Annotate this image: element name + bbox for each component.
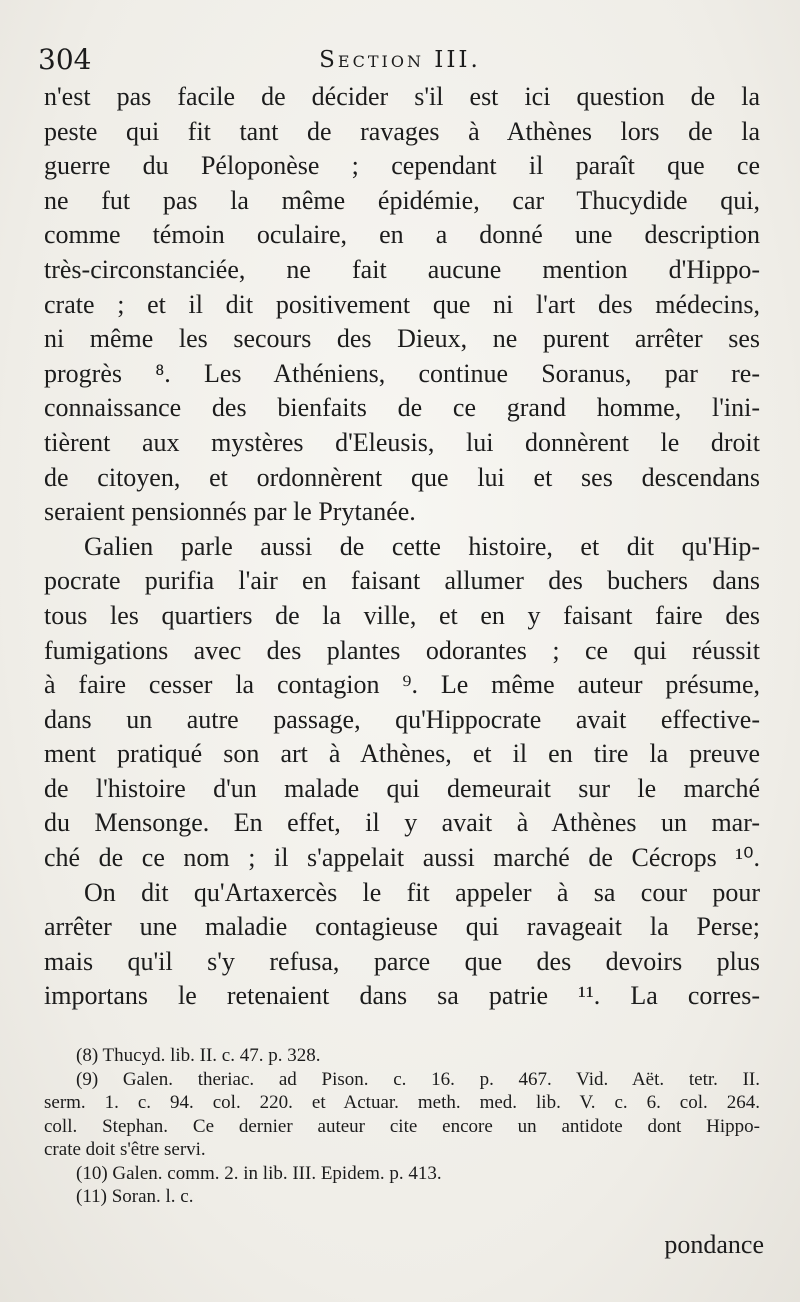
- footnote: crate doit s'être servi.: [44, 1139, 206, 1160]
- text-line: importans le retenaient dans sa patrie ¹¹. La corres-: [44, 981, 760, 1011]
- page-number: 304: [38, 43, 92, 76]
- footnote: (8) Thucyd. lib. II. c. 47. p. 328.: [76, 1045, 321, 1066]
- text-line: de citoyen, et ordonnèrent que lui et ses descendans: [44, 462, 760, 492]
- footnote: (9) Galen. theriac. ad Pison. c. 16. p. 467. Vid. Aët. tetr. II.: [76, 1068, 760, 1090]
- text-line: On dit qu'Artaxercès le fit appeler à sa cour pour: [84, 877, 760, 907]
- text-line: progrès ⁸. Les Athéniens, continue Soranus, par re-: [44, 358, 760, 388]
- text-line: comme témoin oculaire, en a donné une description: [44, 220, 760, 250]
- footnote: (10) Galen. comm. 2. in lib. III. Epidem. p. 413.: [76, 1162, 442, 1184]
- footnote: coll. Stephan. Ce dernier auteur cite encore un antidote dont Hippo-: [44, 1115, 760, 1137]
- main-text: [44, 80, 760, 1014]
- text-line: très-circonstanciée, ne fait aucune mention d'Hippo-: [44, 254, 760, 284]
- text-line: ment pratiqué son art à Athènes, et il en tire la preuve: [44, 739, 760, 769]
- catchword: pondance: [664, 1230, 764, 1259]
- text-line: du Mensonge. En effet, il y avait à Athènes un mar-: [44, 808, 760, 838]
- text-line: ni même les secours des Dieux, ne purent arrêter ses: [44, 324, 760, 354]
- text-line: à faire cesser la contagion ⁹. Le même auteur présume,: [44, 670, 760, 700]
- text-line: dans un autre passage, qu'Hippocrate avait effective-: [44, 704, 760, 734]
- text-line: mais qu'il s'y refusa, parce que des devoirs plus: [44, 946, 760, 976]
- footnotes: [44, 1044, 760, 1209]
- running-head: Section III.: [319, 47, 481, 73]
- text-line: tièrent aux mystères d'Eleusis, lui donnèrent le droit: [44, 427, 760, 457]
- text-line: pocrate purifia l'air en faisant allumer des buchers dans: [44, 566, 760, 596]
- text-line: ché de ce nom ; il s'appelait aussi marché de Cécrops ¹⁰.: [44, 843, 760, 873]
- text-line: peste qui fit tant de ravages à Athènes lors de la: [44, 116, 760, 146]
- footnote: (11) Soran. l. c.: [76, 1186, 194, 1207]
- text-line: arrêter une maladie contagieuse qui ravageait la Perse;: [44, 912, 760, 942]
- text-line: seraient pensionnés par le Prytanée.: [44, 497, 416, 527]
- page-header: [38, 40, 762, 80]
- footnote: serm. 1. c. 94. col. 220. et Actuar. meth. med. lib. V. c. 6. col. 264.: [44, 1092, 760, 1113]
- text-line: Galien parle aussi de cette histoire, et dit qu'Hip-: [84, 531, 760, 561]
- text-line: tous les quartiers de la ville, et en y faisant faire des: [44, 600, 760, 630]
- text-line: de l'histoire d'un malade qui demeurait sur le marché: [44, 773, 760, 803]
- text-line: fumigations avec des plantes odorantes ; ce qui réussit: [44, 635, 760, 665]
- text-line: crate ; et il dit positivement que ni l'art des médecins,: [44, 289, 760, 319]
- text-line: ne fut pas la même épidémie, car Thucydide qui,: [44, 185, 760, 215]
- text-line: guerre du Péloponèse ; cependant il paraît que ce: [44, 151, 760, 181]
- text-line: n'est pas facile de décider s'il est ici question de la: [44, 82, 760, 111]
- text-line: connaissance des bienfaits de ce grand homme, l'ini-: [44, 393, 760, 423]
